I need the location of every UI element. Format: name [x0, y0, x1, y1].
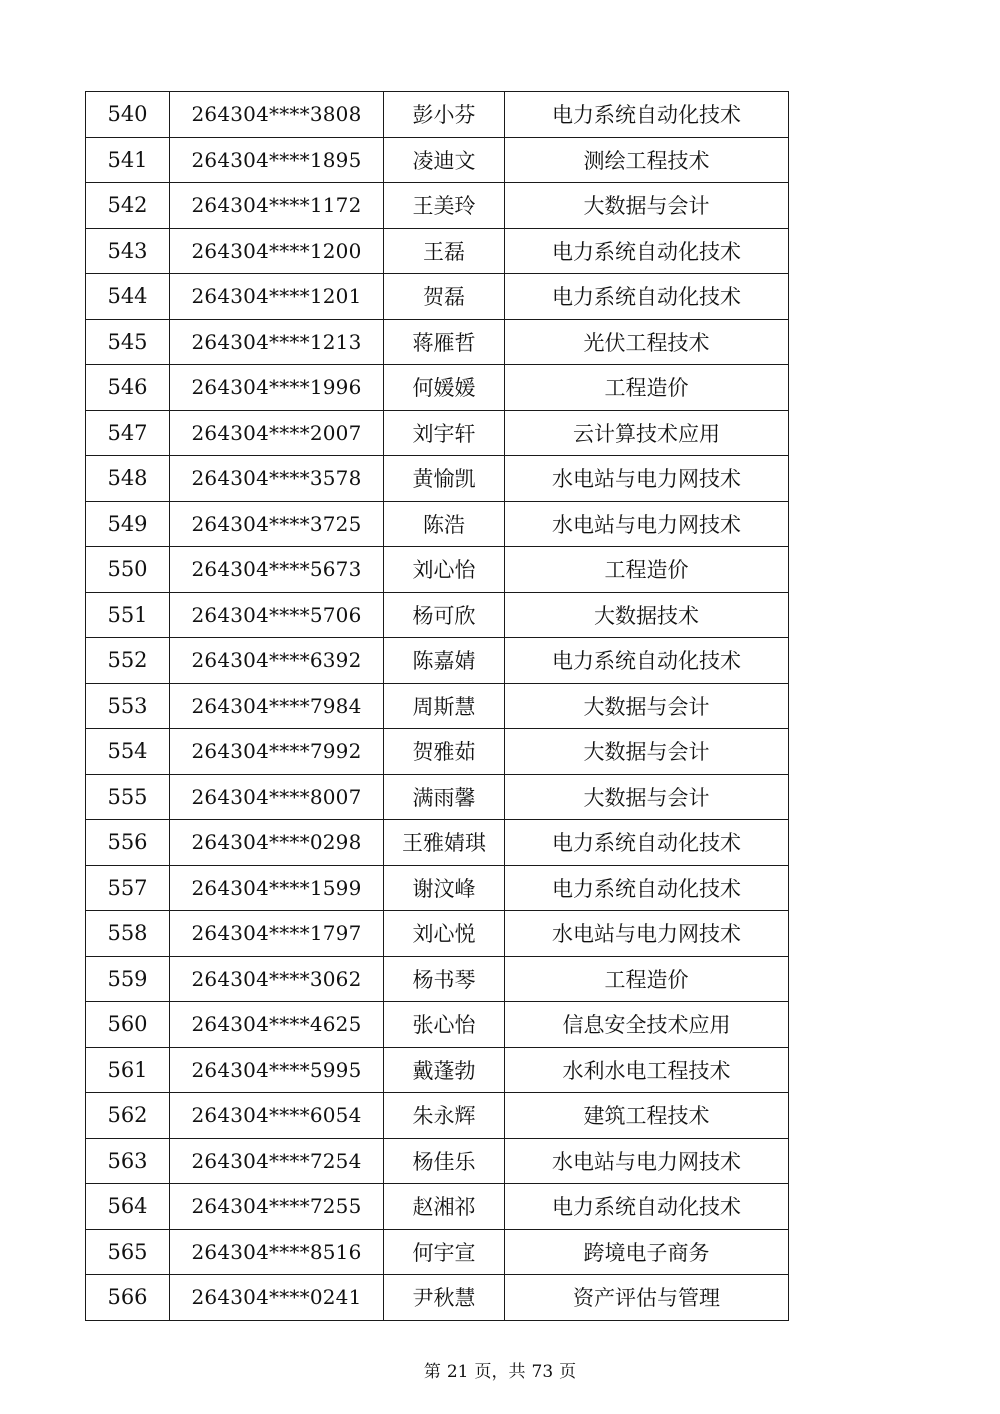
table-row: [86, 319, 789, 365]
cell-name: 谢汶峰: [384, 865, 505, 911]
footer-prefix: 第: [423, 1362, 441, 1382]
table-row: [86, 865, 789, 911]
footer-page-number: 21: [446, 1362, 469, 1382]
page-footer: [0, 1357, 1000, 1382]
cell-name: 贺磊: [384, 274, 505, 320]
cell-name: 杨佳乐: [384, 1138, 505, 1184]
cell-name: 赵湘祁: [384, 1184, 505, 1230]
cell-seq: 559: [86, 956, 170, 1002]
cell-id-number: 264304****3062: [170, 956, 384, 1002]
cell-seq: 552: [86, 638, 170, 684]
cell-id-number: 264304****2007: [170, 410, 384, 456]
cell-id-number: 264304****4625: [170, 1002, 384, 1048]
cell-seq: 558: [86, 911, 170, 957]
cell-major: 电力系统自动化技术: [505, 865, 789, 911]
table-row: [86, 228, 789, 274]
cell-major: 光伏工程技术: [505, 319, 789, 365]
cell-name: 王美玲: [384, 183, 505, 229]
cell-seq: 554: [86, 729, 170, 775]
cell-major: 电力系统自动化技术: [505, 820, 789, 866]
table-row: [86, 774, 789, 820]
table-row: [86, 1138, 789, 1184]
table-row: [86, 137, 789, 183]
cell-seq: 565: [86, 1229, 170, 1275]
cell-name: 刘心怡: [384, 547, 505, 593]
table-row: [86, 410, 789, 456]
cell-major: 电力系统自动化技术: [505, 274, 789, 320]
cell-seq: 566: [86, 1275, 170, 1321]
cell-major: 大数据与会计: [505, 683, 789, 729]
cell-major: 水利水电工程技术: [505, 1047, 789, 1093]
cell-seq: 541: [86, 137, 170, 183]
table-row: [86, 638, 789, 684]
table-row: [86, 183, 789, 229]
cell-major: 工程造价: [505, 547, 789, 593]
cell-id-number: 264304****1797: [170, 911, 384, 957]
footer-middle: 页，共: [474, 1362, 526, 1382]
cell-seq: 542: [86, 183, 170, 229]
cell-seq: 562: [86, 1093, 170, 1139]
cell-id-number: 264304****1599: [170, 865, 384, 911]
cell-seq: 553: [86, 683, 170, 729]
cell-major: 跨境电子商务: [505, 1229, 789, 1275]
cell-name: 周斯慧: [384, 683, 505, 729]
cell-seq: 545: [86, 319, 170, 365]
cell-name: 杨可欣: [384, 592, 505, 638]
cell-seq: 550: [86, 547, 170, 593]
cell-name: 彭小芬: [384, 92, 505, 138]
cell-name: 尹秋慧: [384, 1275, 505, 1321]
table-row: [86, 1275, 789, 1321]
cell-seq: 549: [86, 501, 170, 547]
table-row: [86, 365, 789, 411]
cell-id-number: 264304****6054: [170, 1093, 384, 1139]
cell-major: 水电站与电力网技术: [505, 911, 789, 957]
cell-major: 大数据与会计: [505, 183, 789, 229]
cell-major: 大数据与会计: [505, 729, 789, 775]
cell-major: 大数据与会计: [505, 774, 789, 820]
cell-seq: 557: [86, 865, 170, 911]
cell-id-number: 264304****8007: [170, 774, 384, 820]
cell-name: 贺雅茹: [384, 729, 505, 775]
cell-id-number: 264304****1172: [170, 183, 384, 229]
cell-name: 黄愉凯: [384, 456, 505, 502]
cell-major: 大数据技术: [505, 592, 789, 638]
cell-id-number: 264304****5673: [170, 547, 384, 593]
table-row: [86, 1093, 789, 1139]
table-row: [86, 956, 789, 1002]
cell-id-number: 264304****0241: [170, 1275, 384, 1321]
table-row: [86, 274, 789, 320]
cell-major: 信息安全技术应用: [505, 1002, 789, 1048]
cell-id-number: 264304****1996: [170, 365, 384, 411]
cell-major: 电力系统自动化技术: [505, 638, 789, 684]
cell-major: 工程造价: [505, 365, 789, 411]
cell-seq: 543: [86, 228, 170, 274]
cell-id-number: 264304****0298: [170, 820, 384, 866]
cell-major: 云计算技术应用: [505, 410, 789, 456]
table-row: [86, 683, 789, 729]
table-row: [86, 1184, 789, 1230]
table-row: [86, 1047, 789, 1093]
cell-major: 电力系统自动化技术: [505, 92, 789, 138]
cell-major: 测绘工程技术: [505, 137, 789, 183]
cell-id-number: 264304****7992: [170, 729, 384, 775]
cell-major: 建筑工程技术: [505, 1093, 789, 1139]
cell-name: 刘心悦: [384, 911, 505, 957]
footer-suffix: 页: [559, 1362, 577, 1382]
roster-body: [86, 92, 789, 1321]
table-row: [86, 501, 789, 547]
cell-seq: 547: [86, 410, 170, 456]
cell-id-number: 264304****7984: [170, 683, 384, 729]
cell-id-number: 264304****8516: [170, 1229, 384, 1275]
cell-seq: 560: [86, 1002, 170, 1048]
cell-id-number: 264304****5706: [170, 592, 384, 638]
cell-seq: 546: [86, 365, 170, 411]
cell-seq: 561: [86, 1047, 170, 1093]
roster-table: [85, 91, 789, 1321]
table-row: [86, 547, 789, 593]
cell-seq: 544: [86, 274, 170, 320]
table-row: [86, 820, 789, 866]
cell-id-number: 264304****1200: [170, 228, 384, 274]
cell-id-number: 264304****1895: [170, 137, 384, 183]
cell-id-number: 264304****3578: [170, 456, 384, 502]
cell-id-number: 264304****3725: [170, 501, 384, 547]
table-row: [86, 92, 789, 138]
cell-seq: 551: [86, 592, 170, 638]
cell-name: 杨书琴: [384, 956, 505, 1002]
table-row: [86, 1002, 789, 1048]
cell-seq: 555: [86, 774, 170, 820]
cell-seq: 556: [86, 820, 170, 866]
cell-name: 王雅婧琪: [384, 820, 505, 866]
cell-major: 水电站与电力网技术: [505, 456, 789, 502]
footer-total-pages: 73: [531, 1362, 554, 1382]
cell-id-number: 264304****3808: [170, 92, 384, 138]
cell-name: 陈浩: [384, 501, 505, 547]
cell-major: 水电站与电力网技术: [505, 1138, 789, 1184]
table-row: [86, 729, 789, 775]
table-row: [86, 1229, 789, 1275]
cell-name: 凌迪文: [384, 137, 505, 183]
table-row: [86, 592, 789, 638]
cell-major: 资产评估与管理: [505, 1275, 789, 1321]
cell-major: 电力系统自动化技术: [505, 1184, 789, 1230]
cell-name: 何宇宣: [384, 1229, 505, 1275]
table-row: [86, 456, 789, 502]
cell-id-number: 264304****7255: [170, 1184, 384, 1230]
cell-seq: 540: [86, 92, 170, 138]
cell-name: 朱永辉: [384, 1093, 505, 1139]
cell-name: 刘宇轩: [384, 410, 505, 456]
cell-id-number: 264304****1201: [170, 274, 384, 320]
cell-name: 蒋雁哲: [384, 319, 505, 365]
cell-id-number: 264304****1213: [170, 319, 384, 365]
cell-name: 满雨馨: [384, 774, 505, 820]
table-row: [86, 911, 789, 957]
cell-id-number: 264304****6392: [170, 638, 384, 684]
cell-name: 戴蓬勃: [384, 1047, 505, 1093]
cell-major: 电力系统自动化技术: [505, 228, 789, 274]
cell-id-number: 264304****5995: [170, 1047, 384, 1093]
cell-major: 水电站与电力网技术: [505, 501, 789, 547]
cell-seq: 563: [86, 1138, 170, 1184]
cell-name: 王磊: [384, 228, 505, 274]
cell-seq: 548: [86, 456, 170, 502]
cell-name: 何媛媛: [384, 365, 505, 411]
cell-name: 陈嘉婧: [384, 638, 505, 684]
cell-seq: 564: [86, 1184, 170, 1230]
cell-id-number: 264304****7254: [170, 1138, 384, 1184]
cell-name: 张心怡: [384, 1002, 505, 1048]
cell-major: 工程造价: [505, 956, 789, 1002]
